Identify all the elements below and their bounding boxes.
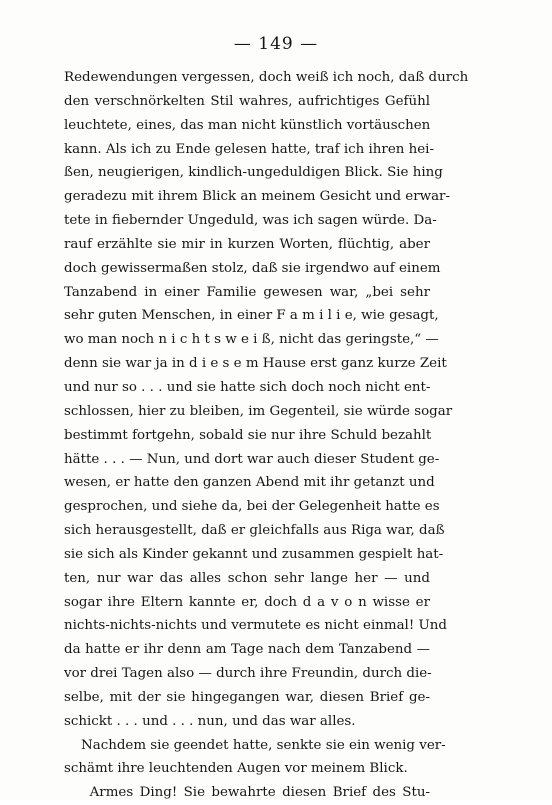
text-line: schickt . . . und . . . nun, und das war alles. — [64, 713, 356, 729]
text-line: den verschnörkelten Stil wahres, aufrichtiges Gefühl — [64, 93, 430, 109]
body-text — [64, 66, 469, 805]
text-line: doch gewissermaßen stolz, daß sie irgendwo auf einem — [64, 260, 441, 276]
text-line: Armes Ding! Sie bewahrte diesen Brief des Stu- — [64, 785, 430, 801]
text-line: ßen, neugierigen, kindlich-ungeduldigen Blick. Sie hing — [64, 165, 443, 181]
text-line: wo man noch n i c h t s w e i ß, nicht das geringste,“ — — [64, 332, 439, 348]
text-line: leuchtete, eines, das man nicht künstlich vortäuschen — [64, 117, 431, 133]
text-line: bestimmt fortgehn, sobald sie nur ihre Schuld bezahlt — [64, 427, 432, 443]
text-line: sogar ihre Eltern kannte er, doch d a v o n wisse er — [64, 594, 430, 610]
text-line: ten, nur war das alles schon sehr lange her — und — [64, 570, 430, 586]
text-line: schämt ihre leuchtenden Augen vor meinem Blick. — [64, 761, 408, 777]
text-line: hätte . . . — Nun, und dort war auch dieser Student ge- — [64, 451, 440, 467]
text-line: selbe, mit der sie hingegangen war, diesen Brief ge- — [64, 689, 430, 705]
text-line: und nur so . . . und sie hatte sich doch noch nicht ent- — [64, 379, 431, 395]
text-line: nichts-nichts-nichts und vermutete es nicht einmal! Und — [64, 618, 447, 634]
text-line: Redewendungen vergessen, doch weiß ich noch, daß durch — [64, 70, 469, 85]
text-line: rauf erzählte sie mir in kurzen Worten, flüchtig, aber — [64, 236, 430, 252]
text-line: sehr guten Menschen, in einer F a m i l i e, wie gesagt, — [64, 308, 439, 324]
text-line: kann. Als ich zu Ende gelesen hatte, traf ich ihren hei- — [64, 141, 434, 157]
text-line: denn sie war ja in d i e s e m Hause erst ganz kurze Zeit — [64, 356, 447, 372]
text-line: Tanzabend in einer Familie gewesen war, „bei sehr — [64, 284, 430, 300]
text-line: da hatte er ihr denn am Tage nach dem Tanzabend — — [64, 642, 430, 658]
text-line: tete in fiebernder Ungeduld, was ich sagen würde. Da- — [64, 213, 437, 229]
page-number: — 149 — — [233, 34, 319, 54]
text-line: schlossen, hier zu bleiben, im Gegenteil, sie würde sogar — [64, 403, 453, 419]
text-line: Nachdem sie geendet hatte, senkte sie ein wenig ver- — [64, 737, 446, 753]
text-line: wesen, er hatte den ganzen Abend mit ihr getanzt und — [64, 475, 435, 491]
text-line: gesprochen, und siehe da, bei der Gelegenheit hatte es — [64, 499, 440, 515]
text-line: vor drei Tagen also — durch ihre Freundin, durch die- — [64, 666, 432, 682]
text-line: geradezu mit ihrem Blick an meinem Gesicht und erwar- — [64, 189, 450, 205]
text-line: sie sich als Kinder gekannt und zusammen gespielt hat- — [64, 546, 444, 562]
text-line: sich herausgestellt, daß er gleichfalls aus Riga war, daß — [64, 523, 445, 539]
